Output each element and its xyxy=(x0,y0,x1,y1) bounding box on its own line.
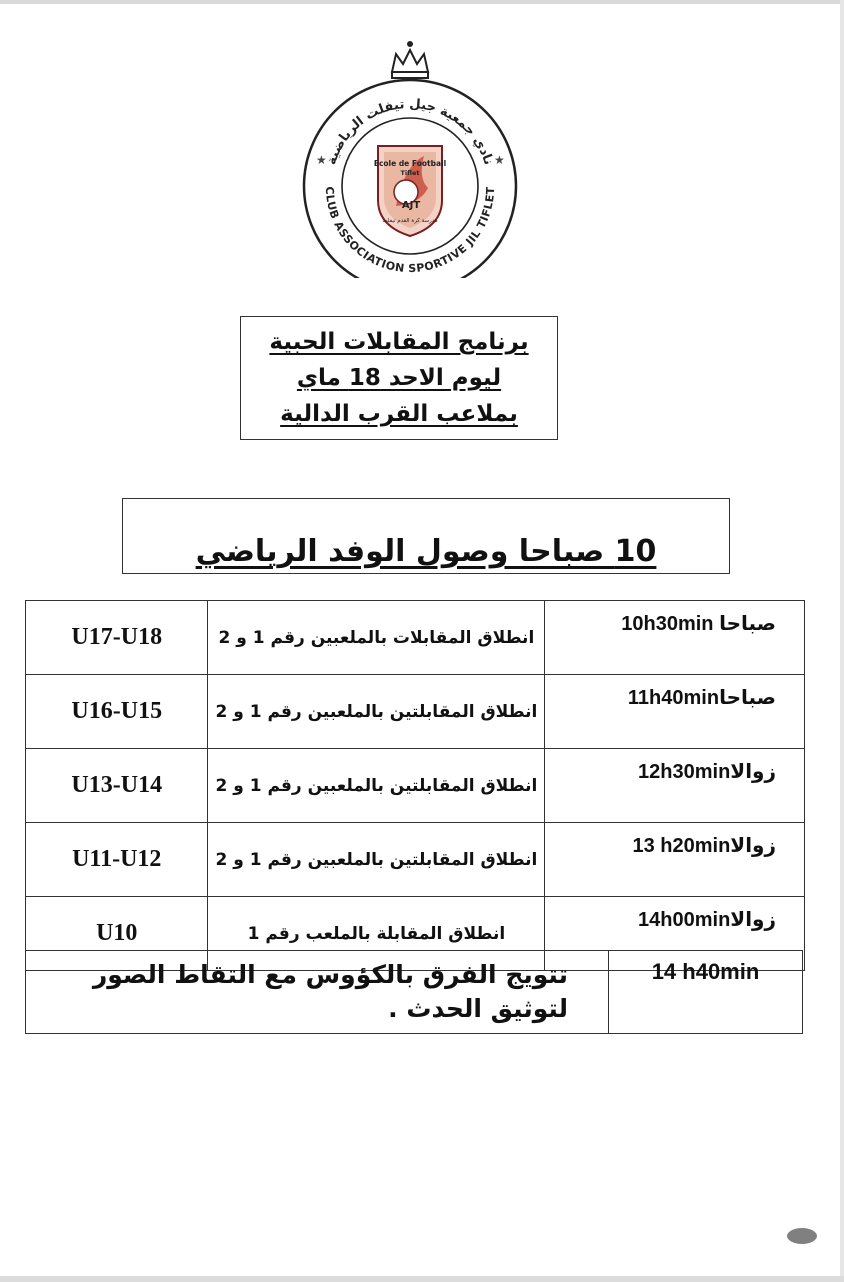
star-icon: ★ xyxy=(494,153,505,167)
table-row xyxy=(26,675,805,749)
table-row xyxy=(26,951,803,1034)
program-venue: بملاعب القرب الدالية xyxy=(280,401,518,427)
activity-cell: انطلاق المقابلتين بالملعبين رقم 1 و 2 xyxy=(208,749,545,823)
shield-emblem xyxy=(374,146,446,236)
category-cell: U10 xyxy=(26,897,208,971)
ink-smudge xyxy=(786,1226,818,1246)
time-cell xyxy=(545,823,805,897)
page-edge xyxy=(0,1276,844,1282)
crown-icon xyxy=(392,41,428,78)
program-title: برنامج المقابلات الحبية xyxy=(269,329,529,355)
program-date: ليوم الاحد 18 ماي xyxy=(296,365,502,391)
activity-cell: انطلاق المقابلتين بالملعبين رقم 1 و 2 xyxy=(208,823,545,897)
program-title-box xyxy=(240,316,558,440)
logo-arabic-ring-text: نادي جمعية جيل تيفلت الرياضية xyxy=(324,96,496,167)
table-row xyxy=(26,749,805,823)
time-value: 12h30minزوالا xyxy=(638,761,776,783)
logo-shield-arabic: مدرسة كرة القدم تيفلت xyxy=(382,218,438,224)
time-cell xyxy=(545,601,805,675)
logo-school-line2: Tiflet xyxy=(400,169,420,177)
table-row xyxy=(26,823,805,897)
ceremony-text-cell xyxy=(26,951,609,1034)
ceremony-table xyxy=(25,950,803,1034)
page-edge xyxy=(0,0,844,4)
activity-cell: انطلاق المقابلة بالملعب رقم 1 xyxy=(208,897,545,971)
time-value: 13 h20minزوالا xyxy=(632,835,776,857)
schedule-table xyxy=(25,600,805,971)
logo-latin-ring-text: CLUB ASSOCIATION SPORTIVE JIL TIFLET xyxy=(322,186,498,276)
time-cell xyxy=(545,749,805,823)
category-cell: U16-U15 xyxy=(26,675,208,749)
logo-monogram: AJT xyxy=(401,200,421,211)
time-value: 10h30min صباحا xyxy=(621,613,776,635)
logo-school-line1: Ecole de Football xyxy=(373,159,447,168)
table-row xyxy=(26,601,805,675)
ceremony-time: 14 h40min xyxy=(609,951,803,1034)
club-logo xyxy=(300,38,520,278)
category-cell: U13-U14 xyxy=(26,749,208,823)
ceremony-line1: تتويج الفرق بالكؤوس مع التقاط الصور xyxy=(92,960,568,989)
star-icon: ★ xyxy=(316,153,327,167)
activity-cell: انطلاق المقابلات بالملعبين رقم 1 و 2 xyxy=(208,601,545,675)
time-value: 14h00minزوالا xyxy=(638,909,776,931)
ceremony-line2: لتوثيق الحدث . xyxy=(388,994,568,1023)
category-cell: U17-U18 xyxy=(26,601,208,675)
time-cell xyxy=(545,675,805,749)
activity-cell: انطلاق المقابلتين بالملعبين رقم 1 و 2 xyxy=(208,675,545,749)
time-value: 11h40minصباحا xyxy=(627,687,776,709)
category-cell: U11-U12 xyxy=(26,823,208,897)
arrival-text: 10 صباحا وصول الوفد الرياضي xyxy=(195,534,657,569)
arrival-box xyxy=(122,498,730,574)
page-edge xyxy=(840,0,844,1282)
